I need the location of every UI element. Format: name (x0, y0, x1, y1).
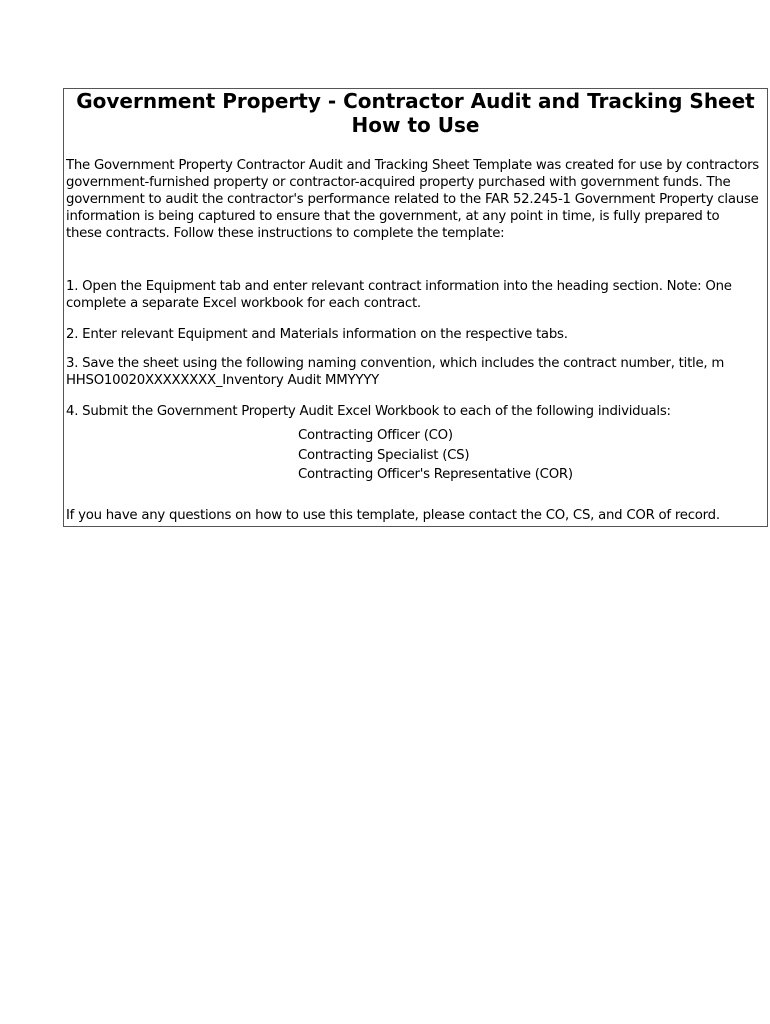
intro-line: The Government Property Contractor Audit and Tracking Sheet Template was created for use by contractors (66, 158, 759, 173)
sheet-title: Government Property - Contractor Audit and Tracking Sheet (76, 89, 755, 113)
recipient-cor: Contracting Officer's Representative (COR) (298, 467, 573, 482)
recipient-co: Contracting Officer (CO) (298, 428, 453, 443)
how-to-use-sheet (63, 88, 768, 527)
step-2: 2. Enter relevant Equipment and Materials information on the respective tabs. (66, 327, 568, 342)
intro-line: government to audit the contractor's performance related to the FAR 52.245-1 Government Property clause (66, 192, 759, 207)
sheet-subtitle: How to Use (351, 113, 480, 137)
contact-note: If you have any questions on how to use this template, please contact the CO, CS, and COR of record. (66, 507, 720, 523)
step-1: 1. Open the Equipment tab and enter relevant contract information into the heading section. Note: One (66, 279, 732, 294)
step-4: 4. Submit the Government Property Audit Excel Workbook to each of the following individuals: (66, 404, 671, 419)
intro-line: government-furnished property or contractor-acquired property purchased with government funds. The (66, 175, 731, 190)
step-3: 3. Save the sheet using the following naming convention, which includes the contract number, title, m (66, 356, 725, 371)
step-3-filename: HHSO10020XXXXXXXX_Inventory Audit MMYYYY (66, 373, 379, 388)
intro-line: information is being captured to ensure that the government, at any point in time, is fully prepared to (66, 209, 720, 224)
intro-line: these contracts. Follow these instructions to complete the template: (66, 226, 505, 241)
step-1-cont: complete a separate Excel workbook for each contract. (66, 296, 421, 311)
recipient-cs: Contracting Specialist (CS) (298, 447, 470, 463)
